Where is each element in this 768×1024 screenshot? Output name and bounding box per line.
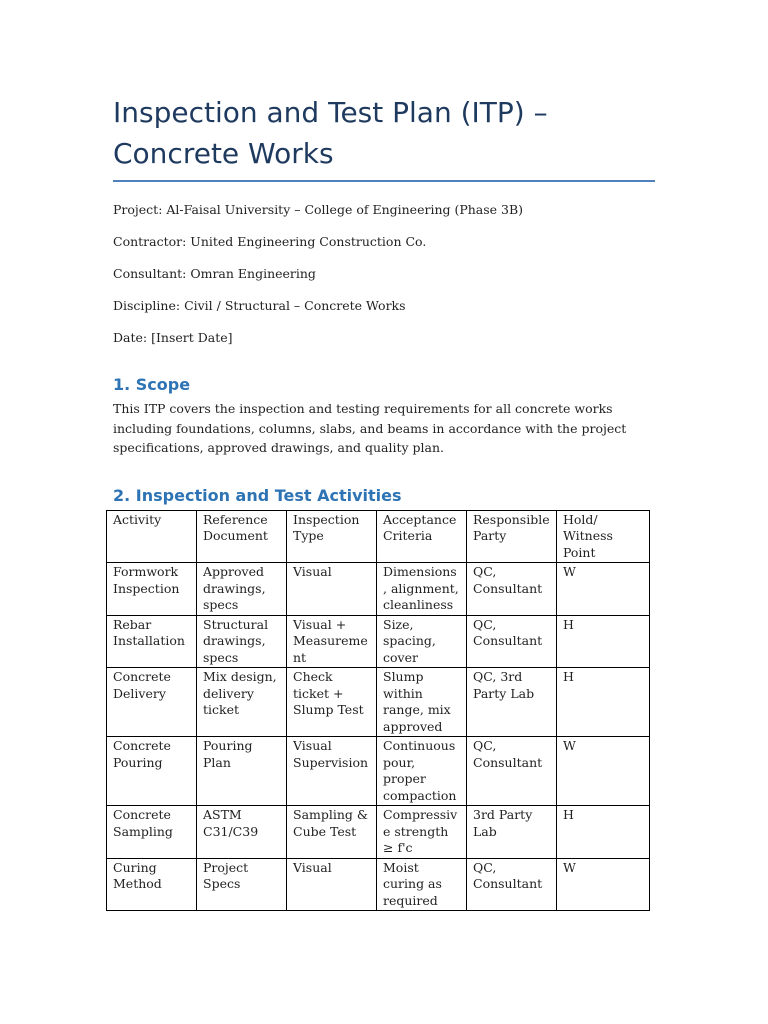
- activities-heading: 2. Inspection and Test Activities: [113, 485, 402, 505]
- cell-inspection-type: Visual: [287, 563, 377, 616]
- document-page: [113, 92, 655, 911]
- cell-acceptance: Slump within range, mix approved: [377, 668, 467, 737]
- cell-responsible: QC, Consultant: [467, 737, 557, 806]
- cell-hold-witness: W: [557, 737, 650, 806]
- table-row: [107, 858, 650, 911]
- cell-responsible: QC, Consultant: [467, 615, 557, 668]
- cell-reference: Approved drawings, specs: [197, 563, 287, 616]
- cell-activity: Rebar Installation: [107, 615, 197, 668]
- cell-responsible: QC, 3rd Party Lab: [467, 668, 557, 737]
- header-activity: Activity: [107, 510, 197, 563]
- cell-inspection-type: Check ticket + Slump Test: [287, 668, 377, 737]
- cell-acceptance: Continuous pour, proper compaction: [377, 737, 467, 806]
- cell-inspection-type: Visual: [287, 858, 377, 911]
- consultant-line: Consultant: Omran Engineering: [113, 266, 316, 281]
- header-reference-document: Reference Document: [197, 510, 287, 563]
- document-title: Inspection and Test Plan (ITP) – Concrete Works: [113, 96, 548, 170]
- date-line: Date: [Insert Date]: [113, 330, 233, 345]
- header-responsible-party: Responsible Party: [467, 510, 557, 563]
- table-row: [107, 668, 650, 737]
- cell-activity: Concrete Delivery: [107, 668, 197, 737]
- header-hold-witness-point: Hold/ Witness Point: [557, 510, 650, 563]
- cell-hold-witness: H: [557, 668, 650, 737]
- cell-inspection-type: Sampling & Cube Test: [287, 806, 377, 859]
- table-header-row: [107, 510, 650, 563]
- cell-reference: ASTM C31/C39: [197, 806, 287, 859]
- cell-reference: Mix design, delivery ticket: [197, 668, 287, 737]
- cell-inspection-type: Visual + Measurement: [287, 615, 377, 668]
- cell-hold-witness: H: [557, 615, 650, 668]
- cell-responsible: 3rd Party Lab: [467, 806, 557, 859]
- cell-responsible: QC, Consultant: [467, 563, 557, 616]
- cell-activity: Concrete Pouring: [107, 737, 197, 806]
- discipline-line: Discipline: Civil / Structural – Concrete Works: [113, 298, 406, 313]
- table-row: [107, 737, 650, 806]
- cell-hold-witness: W: [557, 858, 650, 911]
- cell-activity: Curing Method: [107, 858, 197, 911]
- table-row: [107, 806, 650, 859]
- scope-heading: 1. Scope: [113, 375, 191, 394]
- cell-hold-witness: H: [557, 806, 650, 859]
- project-line: Project: Al-Faisal University – College of Engineering (Phase 3B): [113, 202, 524, 217]
- cell-inspection-type: Visual Supervision: [287, 737, 377, 806]
- itp-table: [106, 510, 650, 912]
- cell-activity: Concrete Sampling: [107, 806, 197, 859]
- cell-hold-witness: W: [557, 563, 650, 616]
- header-acceptance-criteria: Acceptance Criteria: [377, 510, 467, 563]
- table-row: [107, 563, 650, 616]
- header-inspection-type: Inspection Type: [287, 510, 377, 563]
- cell-acceptance: Moist curing as required: [377, 858, 467, 911]
- table-row: [107, 615, 650, 668]
- scope-paragraph: This ITP covers the inspection and testing requirements for all concrete works including foundations, columns, slabs, and beams in accordance with the project specifications, approved drawings, and quality plan.: [113, 401, 627, 455]
- cell-acceptance: Dimensions, alignment, cleanliness: [377, 563, 467, 616]
- contractor-line: Contractor: United Engineering Construction Co.: [113, 234, 427, 249]
- cell-acceptance: Size, spacing, cover: [377, 615, 467, 668]
- cell-responsible: QC, Consultant: [467, 858, 557, 911]
- cell-acceptance: Compressive strength ≥ f'c: [377, 806, 467, 859]
- title-divider: [113, 180, 655, 182]
- cell-reference: Project Specs: [197, 858, 287, 911]
- cell-reference: Pouring Plan: [197, 737, 287, 806]
- cell-reference: Structural drawings, specs: [197, 615, 287, 668]
- cell-activity: Formwork Inspection: [107, 563, 197, 616]
